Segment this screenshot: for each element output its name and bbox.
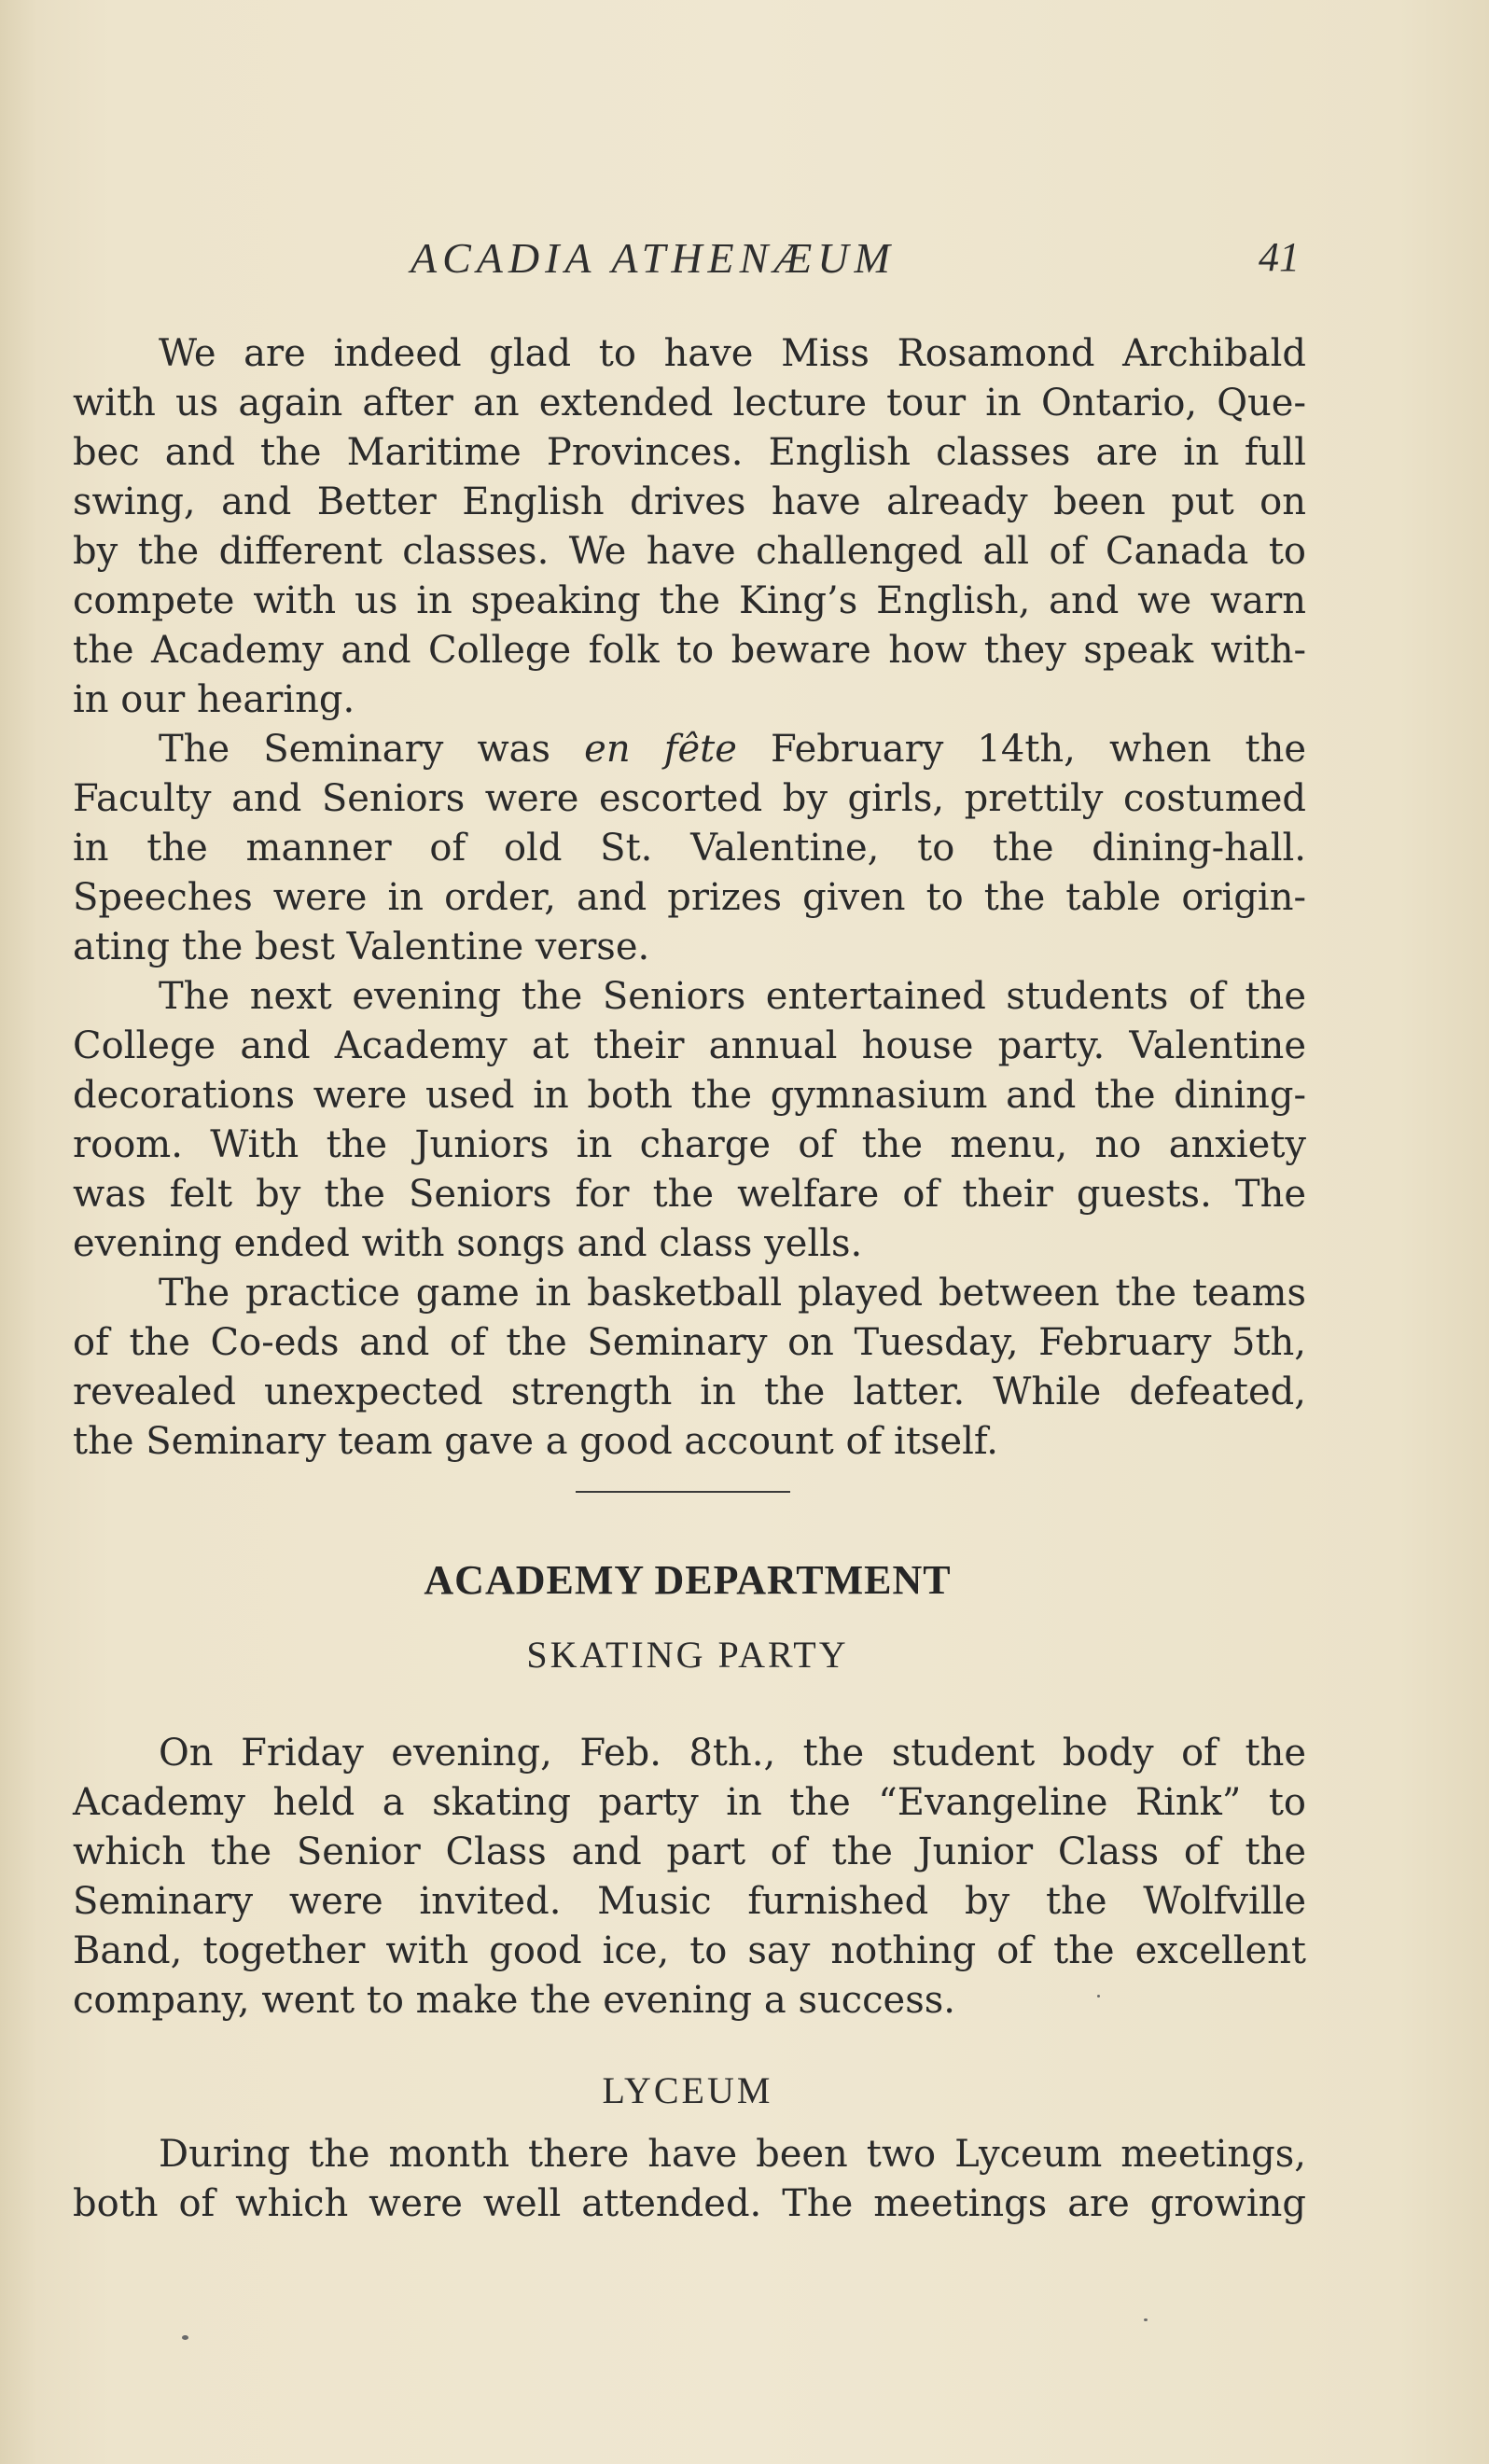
skating-party-heading: SKATING PARTY bbox=[526, 1634, 849, 1676]
text-line: in the manner of old St. Valentine, to the dining-hall. bbox=[73, 827, 1306, 870]
text-line: Band, together with good ice, to say nothing of the excellent bbox=[73, 1929, 1306, 1972]
text-line: During the month there have been two Lyceum meetings, bbox=[159, 2133, 1306, 2176]
paper-speck bbox=[1097, 1995, 1100, 1998]
text-line: which the Senior Class and part of the Junior Class of the bbox=[73, 1831, 1306, 1873]
text-line: in our hearing. bbox=[73, 678, 355, 721]
paragraph-lyceum bbox=[73, 2130, 1306, 2229]
lyceum-heading: LYCEUM bbox=[602, 2069, 773, 2111]
text-line: compete with us in speaking the King’s English, and we warn bbox=[73, 579, 1306, 622]
page-number: 41 bbox=[1259, 234, 1300, 280]
text-line: decorations were used in both the gymnasium and the dining- bbox=[73, 1074, 1306, 1117]
paragraph-skating-party bbox=[73, 1729, 1306, 2025]
text-line: revealed unexpected strength in the latter. While defeated, bbox=[73, 1371, 1306, 1413]
journal-title: ACADIA ATHENÆUM bbox=[411, 234, 896, 282]
text-line: both of which were well attended. The meetings are growing bbox=[73, 2182, 1306, 2225]
text-line: by the different classes. We have challenged all of Canada to bbox=[73, 530, 1306, 573]
text-line: the Seminary team gave a good account of itself. bbox=[73, 1420, 998, 1463]
text-line: with us again after an extended lecture tour in Ontario, Que- bbox=[73, 382, 1306, 425]
text-line: ating the best Valentine verse. bbox=[73, 926, 650, 968]
text-line: company, went to make the evening a success. bbox=[73, 1979, 955, 2022]
text-line: swing, and Better English drives have already been put on bbox=[73, 480, 1306, 523]
text-line: of the Co-eds and of the Seminary on Tuesday, February 5th, bbox=[73, 1321, 1306, 1364]
text-line: The next evening the Seniors entertained students of the bbox=[159, 975, 1306, 1018]
academy-department-heading: ACADEMY DEPARTMENT bbox=[424, 1557, 952, 1603]
paper-speck bbox=[182, 2335, 188, 2340]
paragraph-house-party bbox=[73, 972, 1306, 1269]
section-divider bbox=[576, 1491, 790, 1493]
running-header bbox=[73, 233, 1300, 289]
text-line: The Seminary was en fête February 14th, when the bbox=[159, 728, 1307, 771]
text-line: the Academy and College folk to beware how they speak with- bbox=[73, 629, 1306, 672]
text-line: was felt by the Seniors for the welfare of their guests. The bbox=[73, 1173, 1306, 1216]
paragraph-valentine-fete bbox=[73, 725, 1306, 972]
text-line: We are indeed glad to have Miss Rosamond Archibald bbox=[159, 332, 1306, 375]
text-line: College and Academy at their annual house party. Valentine bbox=[73, 1024, 1306, 1067]
text-line: bec and the Maritime Provinces. English classes are in full bbox=[73, 431, 1306, 474]
text-line: Speeches were in order, and prizes given to the table origin- bbox=[73, 876, 1306, 919]
text-line: Seminary were invited. Music furnished by the Wolfville bbox=[73, 1880, 1306, 1923]
text-line: Academy held a skating party in the “Evangeline Rink” to bbox=[73, 1781, 1306, 1824]
paragraph-basketball bbox=[73, 1269, 1306, 1467]
paragraph-visit-archibald bbox=[73, 329, 1306, 725]
text-line: On Friday evening, Feb. 8th., the student body of the bbox=[159, 1732, 1306, 1775]
paper-speck bbox=[1144, 2318, 1148, 2321]
text-line: evening ended with songs and class yells. bbox=[73, 1222, 863, 1265]
text-line: room. With the Juniors in charge of the menu, no anxiety bbox=[73, 1123, 1306, 1166]
text-line: The practice game in basketball played between the teams bbox=[159, 1272, 1306, 1315]
text-line: Faculty and Seniors were escorted by girls, prettily costumed bbox=[73, 777, 1306, 820]
